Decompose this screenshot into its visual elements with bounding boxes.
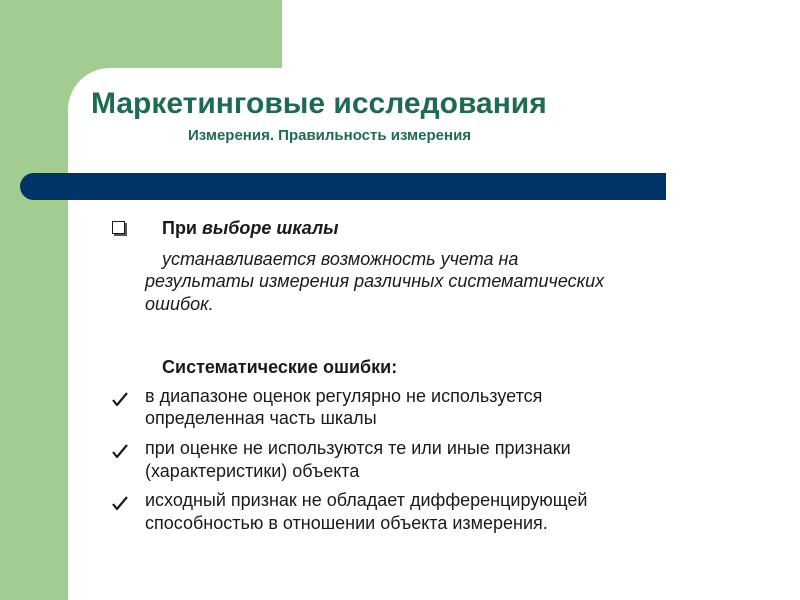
error-item-2-line2: (характеристики) объекта	[145, 461, 360, 481]
scale-choice-heading	[162, 217, 339, 239]
scale-choice-lead: При	[162, 218, 202, 238]
error-item-3-line2: способностью в отношении объекта измерения.	[145, 513, 548, 533]
scale-choice-text-line3: ошибок.	[145, 294, 214, 314]
checkmark-icon	[112, 495, 128, 511]
error-item-2-line1: при оценке не используются те или иные признаки	[145, 438, 571, 458]
systematic-errors-heading: Систематические ошибки:	[162, 357, 398, 377]
scale-choice-text-line1: устанавливается возможность учета на	[162, 249, 519, 269]
checkmark-icon	[112, 391, 128, 407]
title-divider-bar	[20, 173, 666, 200]
checkmark-icon	[112, 443, 128, 459]
scale-choice-text-line2: результаты измерения различных систематических	[145, 271, 605, 291]
error-item-1-line2: определенная часть шкалы	[145, 408, 377, 428]
error-item-1-line1: в диапазоне оценок регулярно не используется	[145, 386, 543, 406]
slide-title: Маркетинговые исследования	[91, 87, 547, 120]
square-bullet-icon	[112, 221, 125, 234]
error-item-3-line1: исходный признак не обладает дифференцирующей	[145, 490, 588, 510]
scale-choice-lead-italic: выборе шкалы	[202, 218, 339, 238]
slide-subtitle: Измерения. Правильность измерения	[188, 127, 472, 144]
